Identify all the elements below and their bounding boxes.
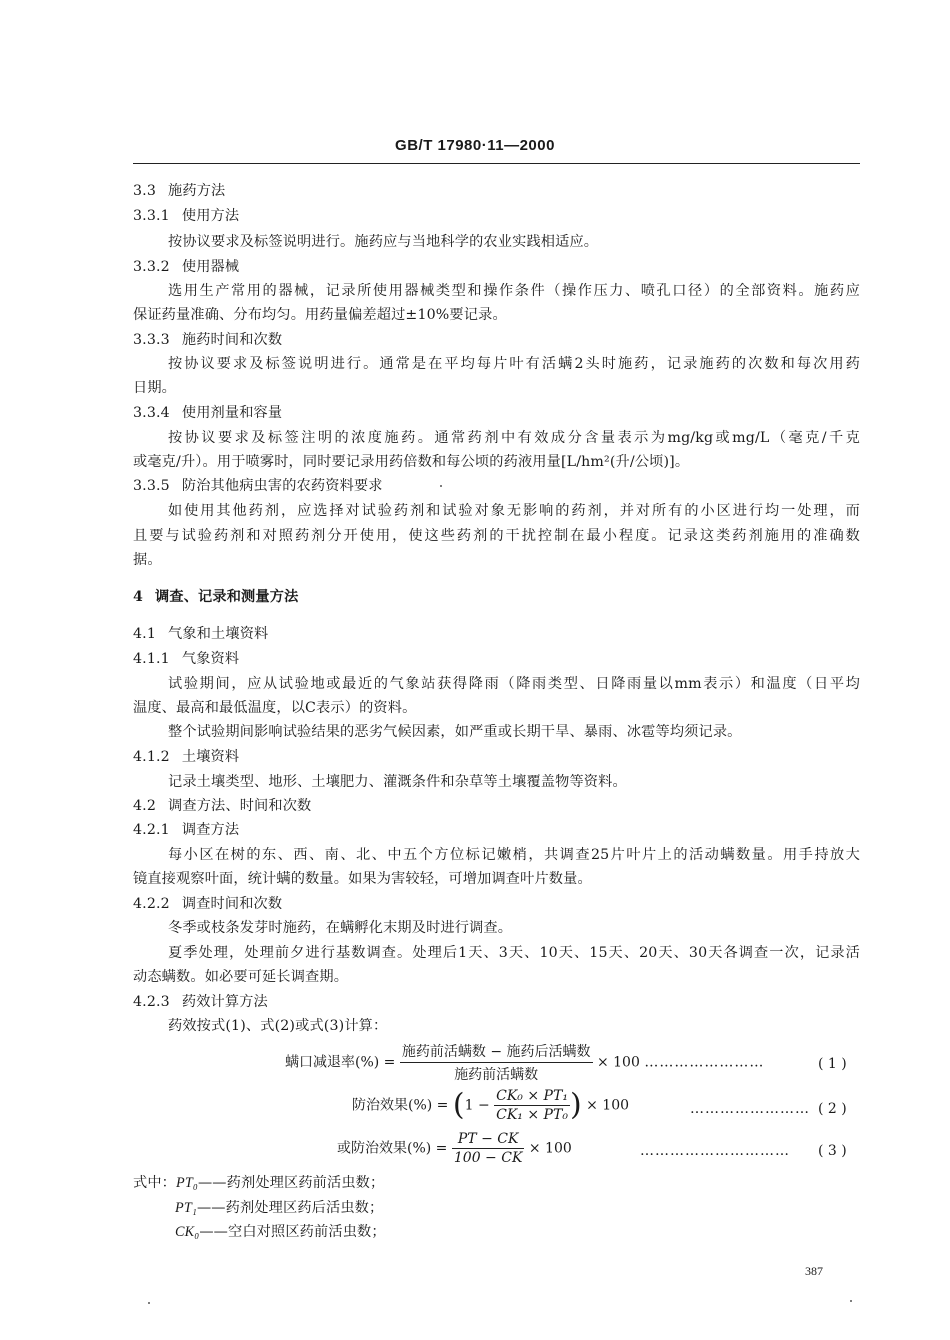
equation-number: ( 1 ) [818, 1056, 847, 1072]
section-number: 4.2.2 [133, 896, 170, 912]
standard-code-header: GB/T 17980·11—2000 [395, 137, 555, 154]
section-number: 3.3.4 [133, 405, 170, 421]
paragraph-line: 按协议要求及标签说明进行。施药应与当地科学的农业实践相适应。 [168, 234, 599, 250]
section-number: 3.3.5 [133, 478, 170, 494]
section-number: 4.2.1 [133, 822, 170, 838]
formula-1 [285, 1041, 764, 1084]
paragraph-line: 按协议要求及标签注明的浓度施药。通常药剂中有效成分含量表示为mg/kg或mg/L（毫克/千克 [168, 430, 860, 446]
section-heading [133, 181, 225, 201]
where-symbol: PT₀ [176, 1175, 198, 1191]
paragraph-line: 冬季或枝条发芽时施药，在螨孵化末期及时进行调查。 [168, 920, 513, 936]
formula-numerator: 施药前活螨数 − 施药后活螨数 [400, 1041, 593, 1063]
paragraph-line: 且要与试验药剂和对照药剂分开使用，使这些药剂的干扰控制在最小程度。记录这类药剂施用的准确数 [133, 528, 860, 544]
where-definition: ——药剂处理区药后活虫数； [196, 1200, 384, 1216]
page-number: 387 [805, 1264, 823, 1278]
section-title: 土壤资料 [181, 749, 240, 765]
paragraph-line: 试验期间，应从试验地或最近的气象站获得降雨（降雨类型、日降雨量以mm表示）和温度（日平均 [168, 676, 860, 692]
close-paren: ) [569, 1087, 582, 1123]
section-number: 3.3.3 [133, 332, 170, 348]
chapter-heading [133, 587, 298, 607]
section-heading [133, 403, 282, 423]
section-heading [133, 747, 239, 767]
section-title: 调查时间和次数 [181, 896, 283, 912]
formula-lhs: 螨口减退率(%) = [285, 1054, 396, 1071]
section-heading [133, 820, 239, 840]
leader-dots: ………………………… [640, 1143, 790, 1159]
section-title: 调查方法、时间和次数 [168, 798, 312, 814]
section-heading [133, 992, 268, 1012]
formula-numerator: CK₀ × PT₁ [496, 1088, 568, 1104]
paragraph-line: 据。 [133, 552, 162, 568]
paragraph-line: 温度、最高和最低温度，以C表示）的资料。 [133, 700, 417, 716]
paragraph-line: 记录土壤类型、地形、土壤肥力、灌溉条件和杂草等土壤覆盖物等资料。 [168, 774, 627, 790]
where-item [175, 1198, 383, 1218]
where-prefix: 式中： [133, 1175, 177, 1191]
section-title: 使用器械 [181, 259, 240, 275]
where-item [133, 1173, 384, 1193]
paragraph-line: 日期。 [133, 380, 177, 396]
formula-denominator: CK₁ × PT₀ [496, 1107, 568, 1123]
formula-denominator: 100 − CK [453, 1150, 523, 1166]
formula-3 [337, 1131, 572, 1166]
section-number: 4.2 [133, 798, 157, 814]
formula-lhs: 防治效果(%) = [352, 1097, 449, 1114]
formula-one-minus: 1 − [464, 1097, 490, 1114]
section-number: 3.3.1 [133, 208, 170, 224]
section-title: 使用方法 [181, 208, 240, 224]
where-item [175, 1222, 386, 1242]
formula-multiplier: × 100 [596, 1054, 640, 1071]
paragraph-line: 夏季处理，处理前夕进行基数调查。处理后1天、3天、10天、15天、20天、30天各调查一次，记录活 [168, 945, 860, 961]
paragraph-line: 镜直接观察叶面，统计螨的数量。如果为害较轻，可增加调查叶片数量。 [133, 871, 592, 887]
section-title: 调查方法 [181, 822, 240, 838]
section-number: 4.2.3 [133, 994, 170, 1010]
paragraph-line: 每小区在树的东、西、南、北、中五个方位标记嫩梢，共调查25片叶片上的活动螨数量。用手持放大 [168, 847, 860, 863]
section-heading [133, 796, 311, 816]
paragraph-line: 如使用其他药剂，应选择对试验药剂和试验对象无影响的药剂，并对所有的小区进行均一处理，而 [168, 503, 860, 519]
formula-numerator: PT − CK [452, 1131, 525, 1149]
formula-multiplier: × 100 [586, 1097, 630, 1114]
paragraph-line: 保证药量准确、分布均匀。用药量偏差超过±10%要记录。 [133, 307, 507, 323]
equation-number: ( 3 ) [818, 1143, 847, 1159]
section-number: 4.1 [133, 626, 157, 642]
section-number: 4.1.1 [133, 651, 170, 667]
where-definition: ——空白对照区药前活虫数； [199, 1224, 386, 1240]
section-heading [133, 330, 282, 350]
section-heading [133, 206, 239, 226]
paragraph-line: 按协议要求及标签说明进行。通常是在平均每片叶有活螨2头时施药，记录施药的次数和每次用药 [168, 356, 860, 372]
scan-speck [148, 1302, 150, 1304]
header-rule [133, 163, 860, 164]
section-number: 4 [133, 589, 144, 605]
section-title: 气象和土壤资料 [168, 626, 269, 642]
section-title: 施药方法 [168, 183, 226, 199]
formula-fraction [494, 1088, 570, 1123]
section-number: 3.3 [133, 183, 157, 199]
where-definition: ——药剂处理区药前活虫数； [197, 1175, 385, 1191]
formula-denominator: 施药前活螨数 [454, 1067, 539, 1083]
formula-multiplier: × 100 [528, 1140, 572, 1157]
leader-dots: …………………… [644, 1054, 765, 1071]
where-symbol: CK₀ [175, 1224, 200, 1240]
section-number: 4.1.2 [133, 749, 170, 765]
section-title: 药效计算方法 [181, 994, 268, 1010]
section-title: 施药时间和次数 [181, 332, 283, 348]
section-heading [133, 257, 239, 277]
paragraph-line: 选用生产常用的器械，记录所使用器械类型和操作条件（操作压力、喷孔口径）的全部资料。施药应 [168, 283, 860, 299]
section-title: 气象资料 [181, 651, 240, 667]
section-heading [133, 476, 383, 496]
section-heading [133, 894, 282, 914]
formula-fraction [452, 1131, 525, 1166]
paragraph-line: 药效按式(1)、式(2)或式(3)计算： [168, 1018, 388, 1034]
where-symbol: PT₁ [175, 1200, 197, 1216]
paragraph-line: 整个试验期间影响试验结果的恶劣气候因素，如严重或长期干旱、暴雨、冰雹等均须记录。 [168, 724, 742, 740]
section-title: 调查、记录和测量方法 [155, 589, 299, 605]
section-number: 3.3.2 [133, 259, 170, 275]
formula-fraction [400, 1041, 593, 1084]
paragraph-line: 或毫克/升）。用于喷雾时，同时要记录用药倍数和每公顷的药液用量[L/hm²(升/公顷)]。 [133, 454, 690, 470]
section-heading [133, 624, 268, 644]
scan-speck [440, 485, 442, 487]
formula-lhs: 或防治效果(%) = [337, 1140, 448, 1157]
leader-dots: …………………… [690, 1101, 810, 1117]
section-title: 使用剂量和容量 [181, 405, 283, 421]
section-heading [133, 649, 239, 669]
formula-2 [352, 1088, 629, 1123]
equation-number: ( 2 ) [818, 1101, 847, 1117]
open-paren: ( [452, 1087, 465, 1123]
scan-speck [850, 1300, 852, 1302]
paragraph-line: 动态螨数。如必要可延长调查期。 [133, 969, 349, 985]
section-title: 防治其他病虫害的农药资料要求 [181, 478, 383, 494]
